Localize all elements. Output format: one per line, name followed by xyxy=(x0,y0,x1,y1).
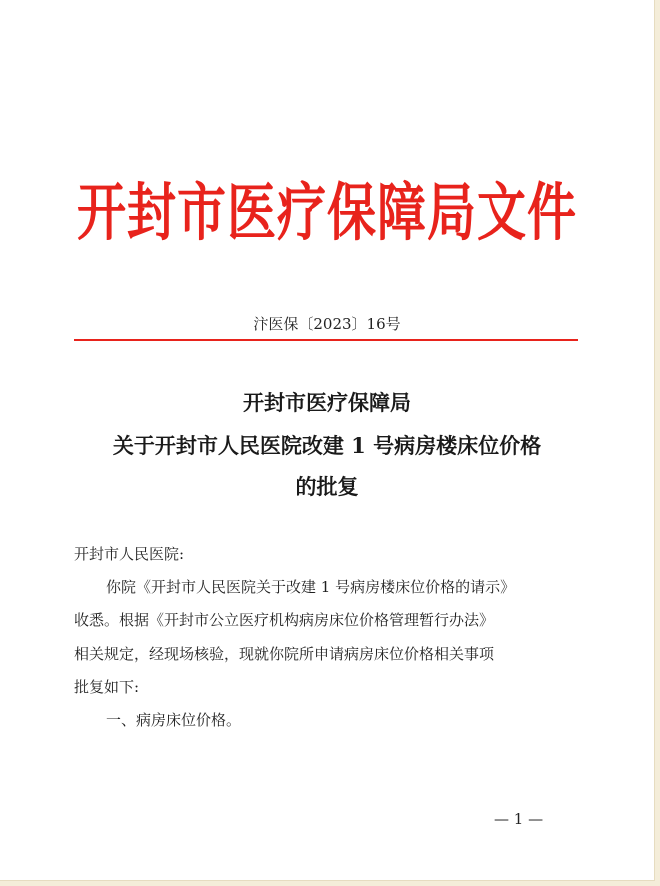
document-number: 汴医保〔2023〕16号 xyxy=(253,315,401,333)
page-number: — 1 — xyxy=(494,810,544,828)
document-title-line-3: 的批复 xyxy=(295,474,359,499)
body-paragraph-line: 你院《开封市人民医院关于改建 1 号病房楼床位价格的请示》 xyxy=(106,578,516,596)
salutation: 开封市人民医院: xyxy=(74,545,185,563)
document-masthead: 开封市医疗保障局文件 xyxy=(76,174,577,250)
red-divider-line xyxy=(74,339,578,341)
document-title-line-1: 开封市医疗保障局 xyxy=(243,390,411,415)
body-paragraph-line: 批复如下: xyxy=(74,678,140,696)
body-paragraph-line: 收悉。根据《开封市公立医疗机构病房床位价格管理暂行办法》 xyxy=(74,611,495,629)
body-paragraph-line: 相关规定，经现场核验，现就你院所申请病房床位价格相关事项 xyxy=(74,645,495,663)
document-title-line-2: 关于开封市人民医院改建 1 号病房楼床位价格 xyxy=(112,433,542,458)
section-heading: 一、病房床位价格。 xyxy=(106,711,242,729)
